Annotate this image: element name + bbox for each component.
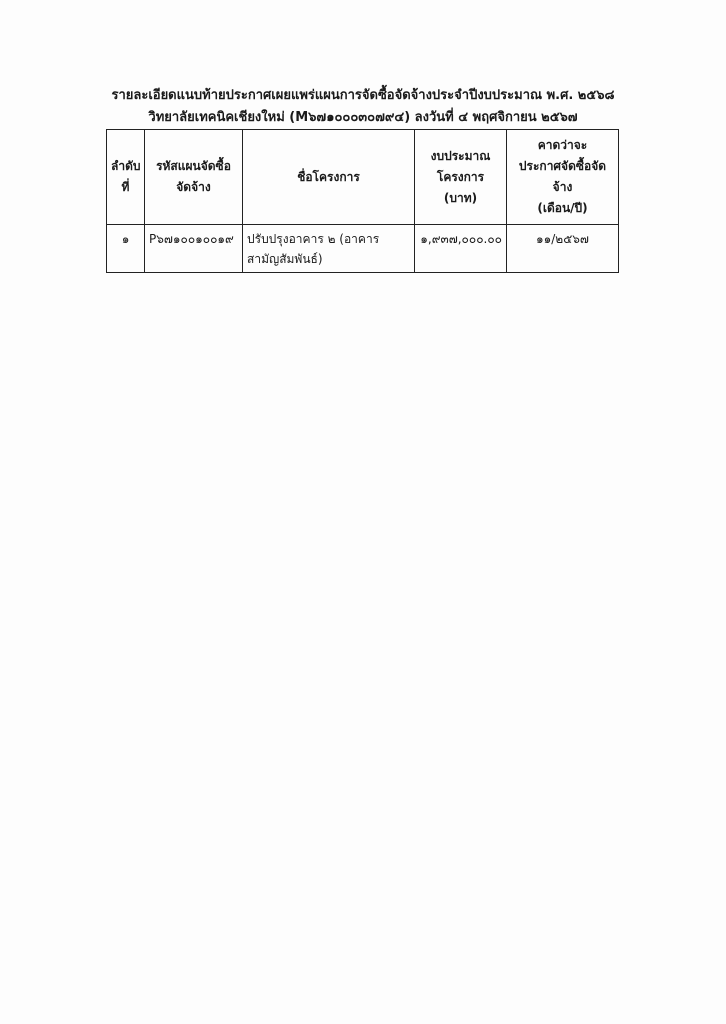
cell-project-name: ปรับปรุงอาคาร ๒ (อาคารสามัญสัมพันธ์) — [243, 225, 415, 273]
cell-budget: ๑,๙๓๗,๐๐๐.๐๐ — [415, 225, 507, 273]
table-header-row — [107, 130, 619, 225]
document-title: รายละเอียดแนบท้ายประกาศเผยแพร่แผนการจัดซื้อจัดจ้างประจำปีงบประมาณ พ.ศ. ๒๕๖๘ — [111, 88, 615, 103]
header-expected-line2: ประกาศจัดซื้อจัด — [518, 159, 607, 173]
header-seq: ลำดับที่ — [107, 130, 145, 225]
procurement-plan-table — [106, 129, 619, 273]
header-code: รหัสแผนจัดซื้อจัดจ้าง — [145, 130, 243, 225]
header-expected-date — [507, 130, 619, 225]
header-budget — [415, 130, 507, 225]
header-budget-line2: โครงการ — [436, 169, 485, 184]
header-budget-line3: (บาท) — [443, 190, 478, 205]
table-row — [107, 225, 619, 273]
header-name: ชื่อโครงการ — [243, 130, 415, 225]
header-expected-line4: (เดือน/ปี) — [537, 201, 588, 215]
header-expected-line1: คาดว่าจะ — [537, 138, 588, 152]
document-subtitle: วิทยาลัยเทคนิคเชียงใหม่ (M๖๗๑๐๐๐๓๐๗๙๔) ลงวันที่ ๔ พฤศจิกายน ๒๕๖๗ — [148, 110, 578, 125]
header-budget-line1: งบประมาณ — [430, 148, 491, 163]
cell-seq: ๑ — [107, 225, 145, 273]
header-expected-line3: จ้าง — [552, 180, 573, 194]
cell-expected-date: ๑๑/๒๕๖๗ — [507, 225, 619, 273]
cell-code: P๖๗๑๐๐๑๐๐๑๙ — [145, 225, 243, 273]
